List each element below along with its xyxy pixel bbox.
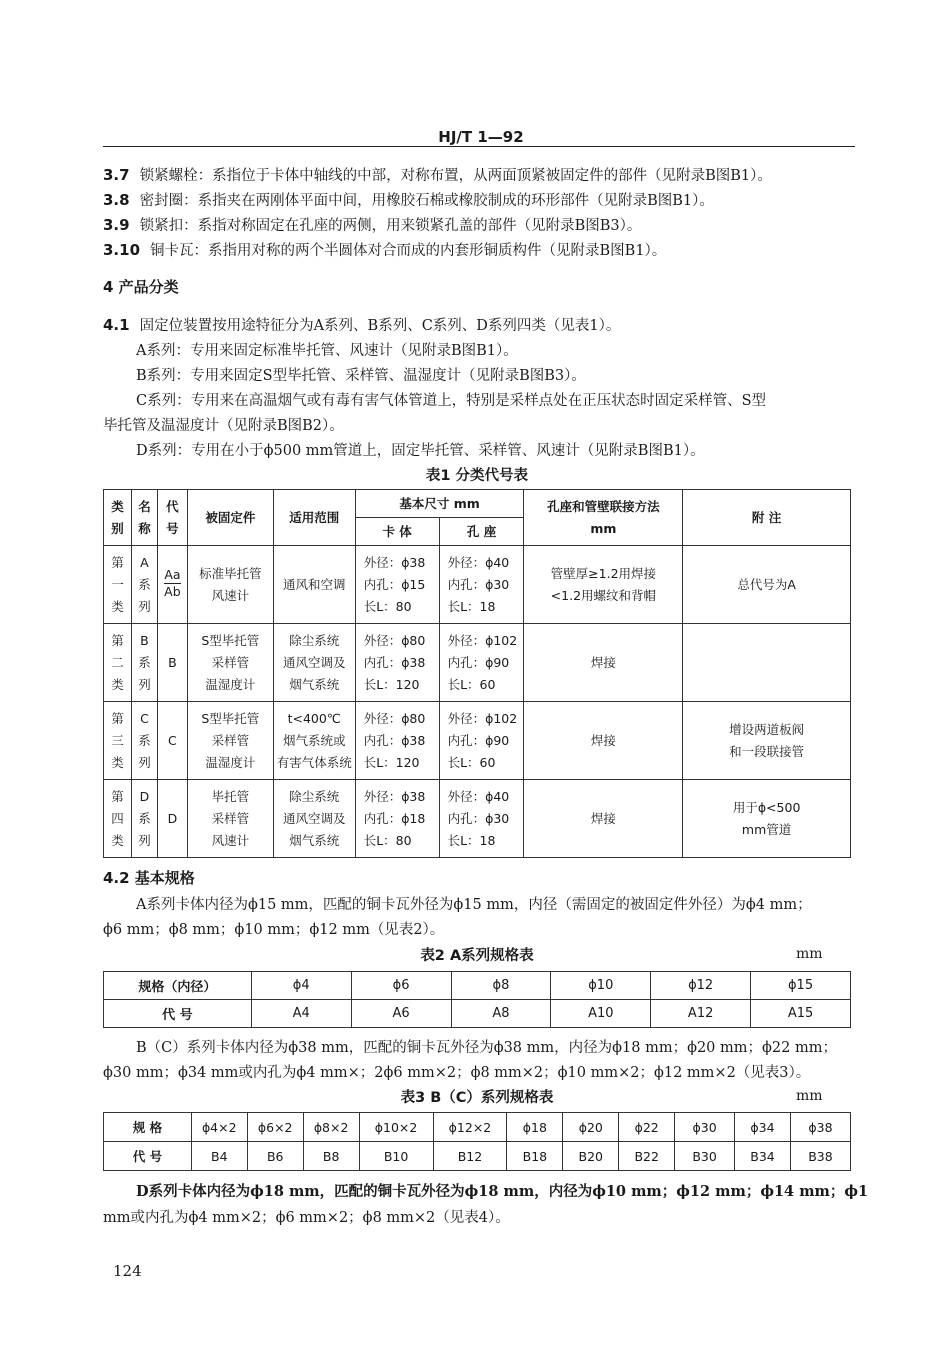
table3-unit: mm	[796, 1088, 823, 1104]
section-title: 4 产品分类	[103, 278, 179, 296]
spec-cell: ϕ12	[651, 972, 751, 1000]
spec-cell: ϕ4	[251, 972, 351, 1000]
cell-body-size: 外径：ϕ80 内孔：ϕ38 长L：120	[355, 624, 439, 702]
section-number: 4.1	[103, 316, 130, 334]
para-d-spec-1: D系列卡体内径为ϕ18 mm，匹配的铜卡瓦外径为ϕ18 mm，内径为ϕ10 mm；ϕ12 mm；ϕ14 mm；ϕ1	[136, 1183, 869, 1200]
cell-scope: 除尘系统 通风空调及 烟气系统	[273, 780, 355, 858]
cell-body-size: 外径：ϕ38 内孔：ϕ18 长L：80	[355, 780, 439, 858]
para-b-series: B系列：专用来固定S型毕托管、采样管、温湿度计（见附录B图B3）。	[136, 368, 586, 384]
code-cell: A10	[551, 1000, 651, 1028]
cell-category: 第 三 类	[104, 702, 132, 780]
code-label: 代 号	[104, 1000, 252, 1028]
para-a-spec-2: ϕ6 mm；ϕ8 mm；ϕ10 mm；ϕ12 mm（见表2）。	[103, 922, 445, 938]
para-a-spec-1: A系列卡体内径为ϕ15 mm，匹配的铜卡瓦外径为ϕ15 mm，内径（需固定的被固定件外径）为ϕ4 mm；	[136, 897, 812, 913]
code-cell: A6	[351, 1000, 451, 1028]
cell-code: D	[157, 780, 187, 858]
spec-cell: ϕ20	[563, 1113, 619, 1142]
cell-note: 增设两道板阀 和一段联接管	[683, 702, 851, 780]
para-d-series: D系列：专用在小于ϕ500 mm管道上，固定毕托管、采样管、风速计（见附录B图B1）。	[136, 443, 705, 459]
definition-number: 3.9	[103, 216, 130, 234]
cell-code: $\frac{Aa}{Ab}$	[157, 546, 187, 624]
spec-cell: ϕ10×2	[359, 1113, 433, 1142]
code-cell: B10	[359, 1142, 433, 1171]
code-cell: A12	[651, 1000, 751, 1028]
definition-text: 密封圈：系指夹在两刚体平面中间，用橡胶石棉或橡胶制成的环形部件（见附录B图B1）。	[139, 193, 714, 209]
table-row	[104, 1113, 851, 1142]
code-cell: B20	[563, 1142, 619, 1171]
page-number: 124	[113, 1262, 142, 1280]
code-cell: B34	[735, 1142, 791, 1171]
table-row	[104, 972, 851, 1000]
spec-cell: ϕ34	[735, 1113, 791, 1142]
definition-number: 3.8	[103, 191, 130, 209]
definition-text: 锁紧扣：系指对称固定在孔座的两侧，用来锁紧孔盖的部件（见附录B图B3）。	[139, 218, 642, 234]
header-code: 代 号	[157, 490, 187, 546]
code-cell: B38	[790, 1142, 850, 1171]
table2-caption: 表2 A系列规格表	[420, 948, 534, 964]
code-cell: A15	[751, 1000, 851, 1028]
spec-cell: ϕ18	[507, 1113, 563, 1142]
table-row	[104, 546, 851, 624]
cell-name: A 系 列	[131, 546, 157, 624]
spec-label: 规 格	[104, 1113, 192, 1142]
cell-connection-method: 管壁厚≥1.2用焊接 <1.2用螺纹和背帽	[524, 546, 683, 624]
table-row	[104, 624, 851, 702]
para-text: 固定位装置按用途特征分为A系列、B系列、C系列、D系列四类（见表1）。	[139, 318, 621, 334]
table-row	[104, 702, 851, 780]
definition-3-9	[103, 214, 641, 235]
definition-text: 铜卡瓦：系指用对称的两个半圆体对合而成的内套形铜质构件（见附录B图B1）。	[150, 243, 667, 259]
definition-3-7	[103, 164, 772, 185]
spec-cell: ϕ6	[351, 972, 451, 1000]
code-cell: B8	[303, 1142, 359, 1171]
cell-category: 第 一 类	[104, 546, 132, 624]
definition-text: 锁紧螺栓：系指位于卡体中轴线的中部，对称布置，从两面顶紧被固定件的部件（见附录B图B1）。	[139, 168, 772, 184]
spec-cell: ϕ12×2	[433, 1113, 507, 1142]
para-bc-spec-2: ϕ30 mm；ϕ34 mm或内孔为ϕ4 mm×；2ϕ6 mm×2；ϕ8 mm×2；ϕ10 mm×2；ϕ12 mm×2（见表3）。	[103, 1065, 811, 1081]
definition-3-10	[103, 239, 666, 260]
para-d-spec-2: mm或内孔为ϕ4 mm×2；ϕ6 mm×2；ϕ8 mm×2（见表4）。	[103, 1210, 510, 1226]
spec-cell: ϕ10	[551, 972, 651, 1000]
code-cell: B12	[433, 1142, 507, 1171]
cell-name: C 系 列	[131, 702, 157, 780]
cell-code: C	[157, 702, 187, 780]
cell-fixed-part: 标准毕托管 风速计	[187, 546, 273, 624]
table-row	[104, 1000, 851, 1028]
code-label: 代 号	[104, 1142, 192, 1171]
table3-caption: 表3 B（C）系列规格表	[400, 1090, 554, 1106]
spec-cell: ϕ22	[619, 1113, 675, 1142]
cell-connection-method: 焊接	[524, 624, 683, 702]
header-connection-method: 孔座和管壁联接方法 mm	[524, 490, 683, 546]
header-note: 附 注	[683, 490, 851, 546]
spec-cell: ϕ6×2	[247, 1113, 303, 1142]
cell-scope: 除尘系统 通风空调及 烟气系统	[273, 624, 355, 702]
header-name: 名 称	[131, 490, 157, 546]
header-rule	[103, 146, 855, 147]
running-header: HJ/T 1—92	[438, 128, 524, 146]
cell-body-size: 外径：ϕ38 内孔：ϕ15 长L：80	[355, 546, 439, 624]
table-row	[104, 780, 851, 858]
cell-fixed-part: S型毕托管 采样管 温湿度计	[187, 702, 273, 780]
header-body: 卡 体	[355, 518, 439, 546]
cell-category: 第 二 类	[104, 624, 132, 702]
para-4-1-intro	[103, 314, 620, 335]
spec-cell: ϕ8×2	[303, 1113, 359, 1142]
cell-note: 总代号为A	[683, 546, 851, 624]
definition-3-8	[103, 189, 714, 210]
classification-table	[103, 489, 851, 858]
cell-code: B	[157, 624, 187, 702]
definition-number: 3.10	[103, 241, 141, 259]
a-series-spec-table	[103, 971, 851, 1028]
cell-seat-size: 外径：ϕ40 内孔：ϕ30 长L：18	[439, 546, 524, 624]
cell-seat-size: 外径：ϕ102 内孔：ϕ90 长L：60	[439, 702, 524, 780]
cell-scope: t<400℃ 烟气系统或 有害气体系统	[273, 702, 355, 780]
header-seat: 孔 座	[439, 518, 524, 546]
cell-note: 用于ϕ<500 mm管道	[683, 780, 851, 858]
code-cell: B30	[675, 1142, 735, 1171]
code-cell: B18	[507, 1142, 563, 1171]
cell-body-size: 外径：ϕ80 内孔：ϕ38 长L：120	[355, 702, 439, 780]
spec-cell: ϕ15	[751, 972, 851, 1000]
subsection-title: 4.2 基本规格	[103, 869, 195, 887]
cell-connection-method: 焊接	[524, 780, 683, 858]
header-scope: 适用范围	[273, 490, 355, 546]
cell-seat-size: 外径：ϕ102 内孔：ϕ90 长L：60	[439, 624, 524, 702]
spec-cell: ϕ30	[675, 1113, 735, 1142]
spec-label: 规格（内径）	[104, 972, 252, 1000]
cell-name: B 系 列	[131, 624, 157, 702]
cell-name: D 系 列	[131, 780, 157, 858]
cell-seat-size: 外径：ϕ40 内孔：ϕ30 长L：18	[439, 780, 524, 858]
table-row	[104, 1142, 851, 1171]
code-cell: B4	[191, 1142, 247, 1171]
para-c-series-2: 毕托管及温湿度计（见附录B图B2）。	[103, 418, 344, 434]
table1-caption: 表1 分类代号表	[425, 468, 529, 484]
cell-connection-method: 焊接	[524, 702, 683, 780]
para-c-series-1: C系列：专用来在高温烟气或有毒有害气体管道上，特别是采样点处在正压状态时固定采样管、S型	[136, 393, 767, 409]
cell-fixed-part: S型毕托管 采样管 温湿度计	[187, 624, 273, 702]
cell-fixed-part: 毕托管 采样管 风速计	[187, 780, 273, 858]
table2-unit: mm	[796, 946, 823, 962]
definition-number: 3.7	[103, 166, 130, 184]
header-fixed-part: 被固定件	[187, 490, 273, 546]
code-cell: A4	[251, 1000, 351, 1028]
bc-series-spec-table	[103, 1112, 851, 1171]
header-basic-size: 基本尺寸 mm	[355, 490, 524, 518]
code-cell: A8	[451, 1000, 551, 1028]
code-cell: B22	[619, 1142, 675, 1171]
cell-category: 第 四 类	[104, 780, 132, 858]
spec-cell: ϕ8	[451, 972, 551, 1000]
cell-scope: 通风和空调	[273, 546, 355, 624]
header-category: 类 别	[104, 490, 132, 546]
para-a-series: A系列：专用来固定标准毕托管、风速计（见附录B图B1）。	[136, 343, 518, 359]
spec-cell: ϕ38	[790, 1113, 850, 1142]
para-bc-spec-1: B（C）系列卡体内径为ϕ38 mm，匹配的铜卡瓦外径为ϕ38 mm，内径为ϕ18 mm；ϕ20 mm；ϕ22 mm；	[136, 1040, 837, 1056]
code-cell: B6	[247, 1142, 303, 1171]
cell-note	[683, 624, 851, 702]
spec-cell: ϕ4×2	[191, 1113, 247, 1142]
